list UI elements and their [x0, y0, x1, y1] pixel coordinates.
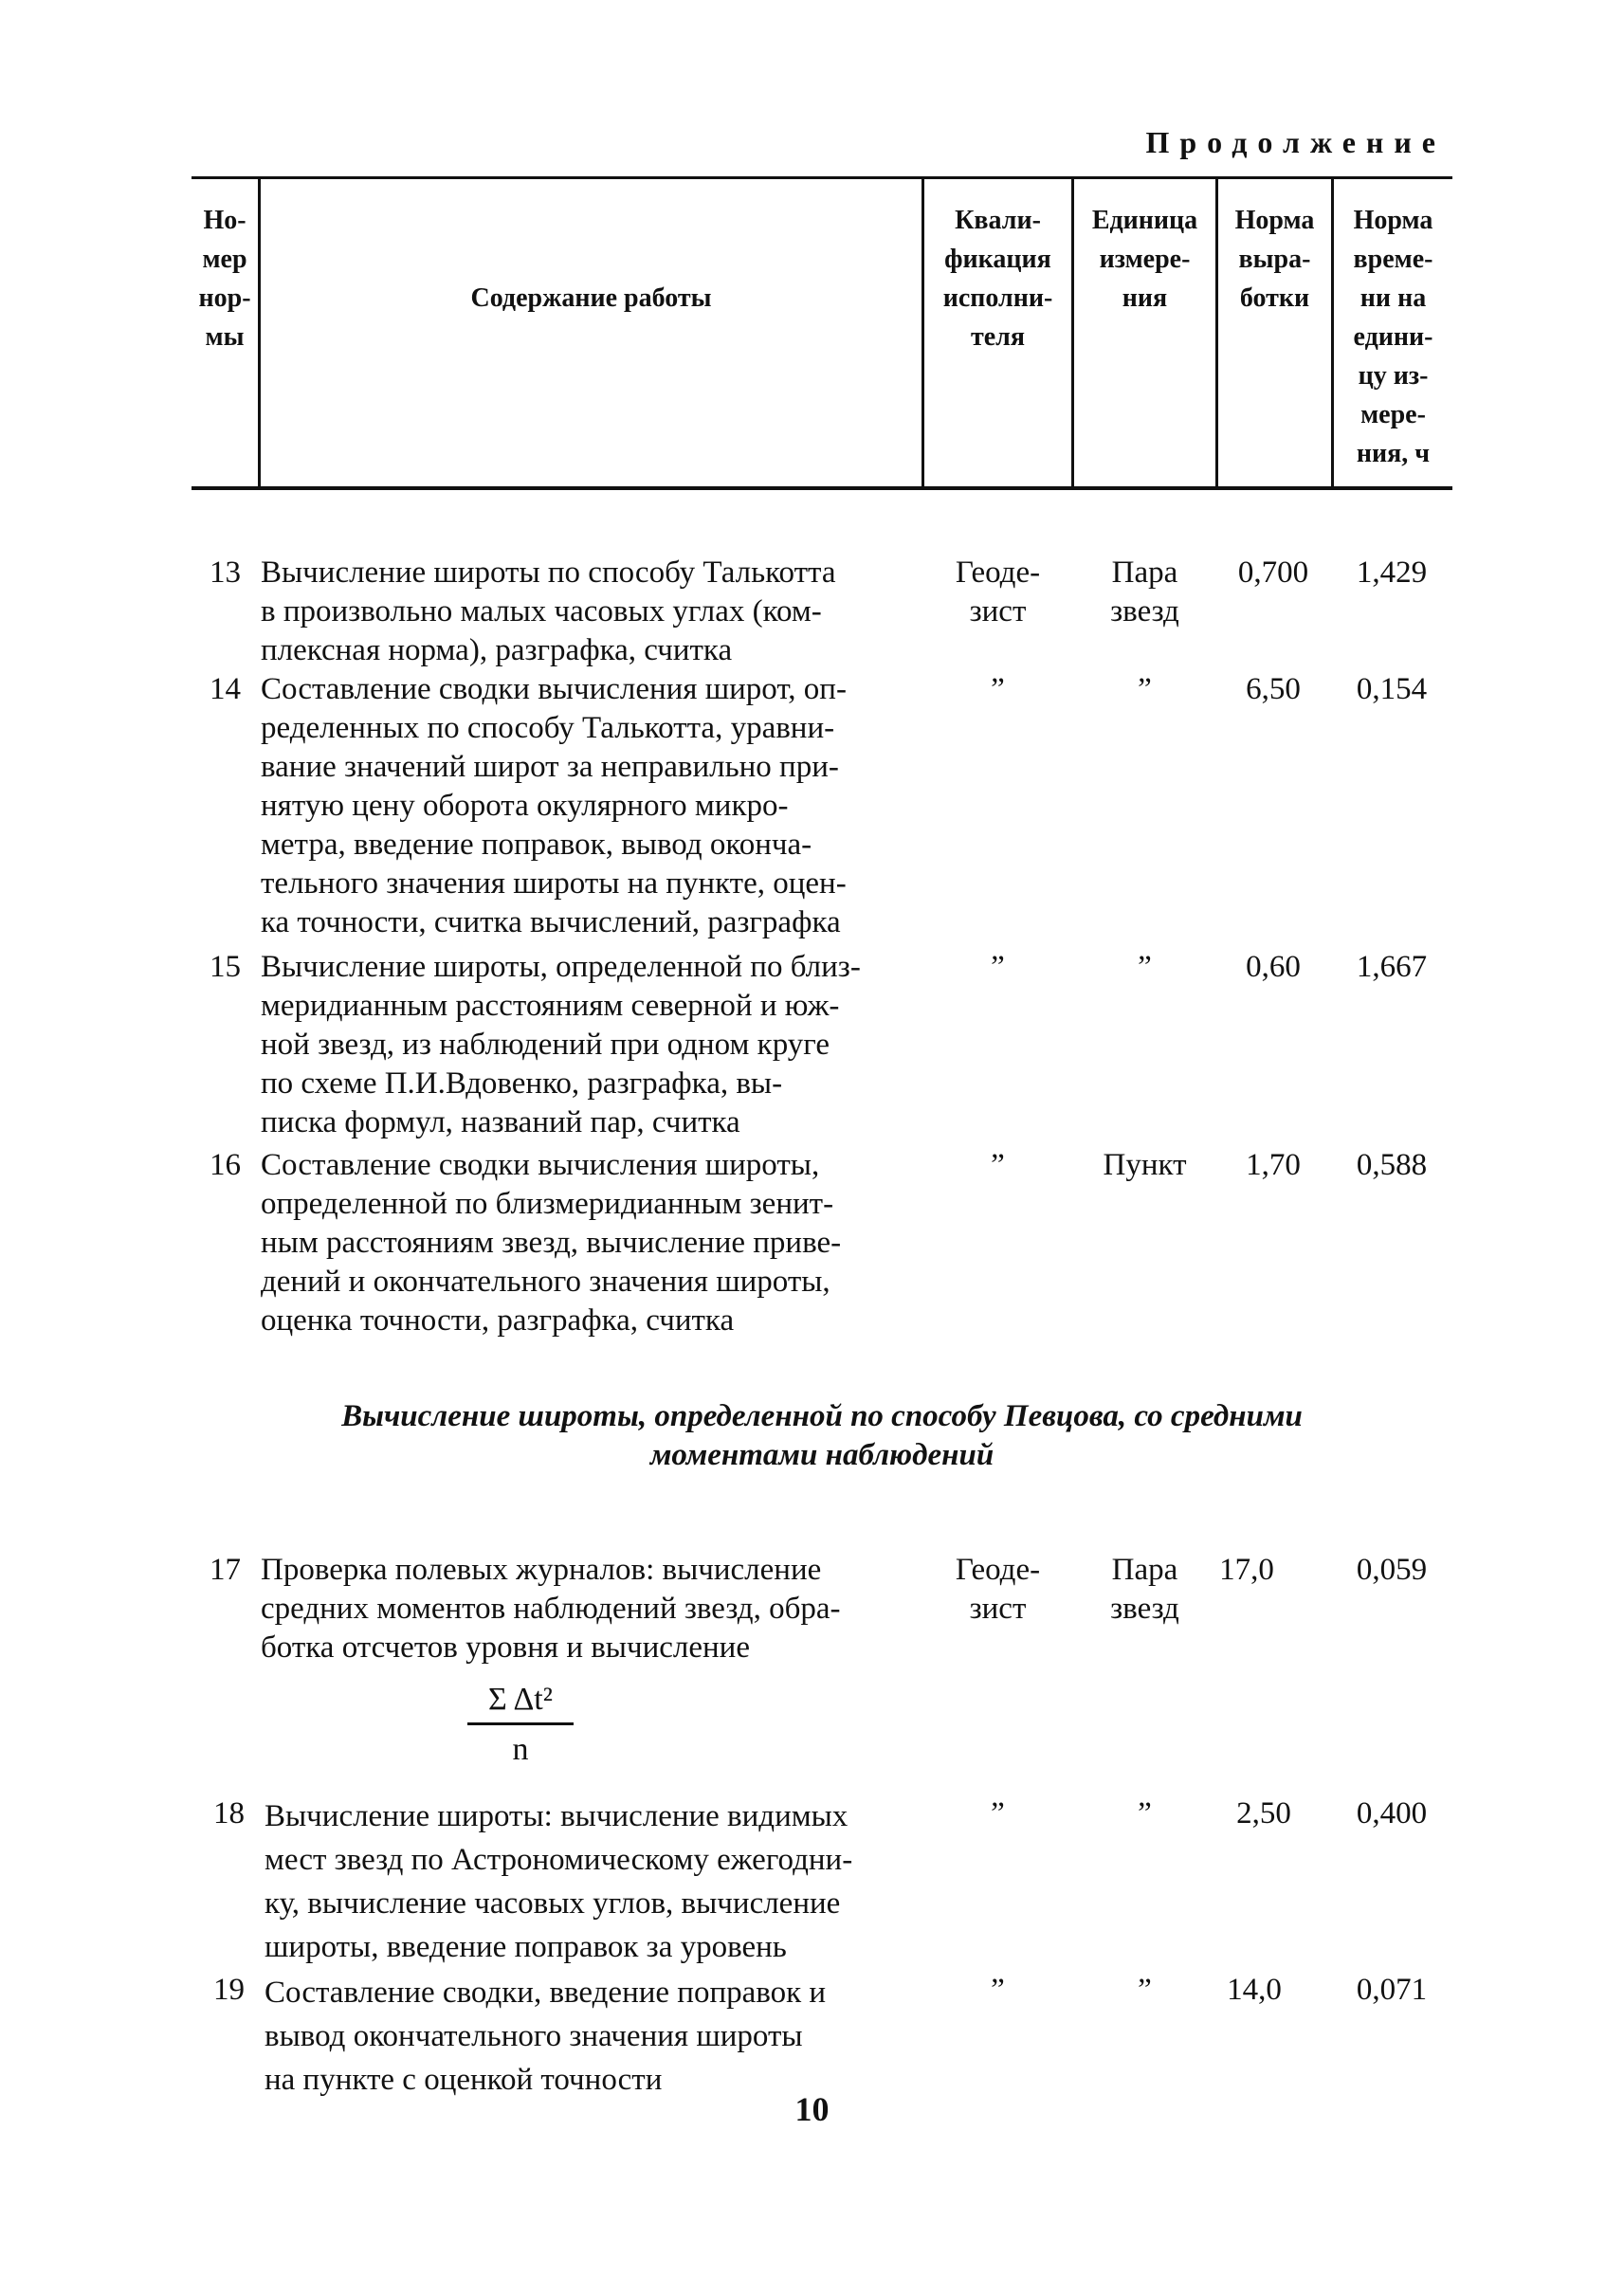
qualification-cell: [924, 1146, 1071, 1185]
header-number: [192, 201, 258, 356]
continuation-label: Продолжение: [1145, 125, 1446, 159]
work-description: [261, 1551, 841, 1667]
header-output-line: ботки: [1239, 283, 1310, 313]
qualification-cell: [924, 670, 1071, 709]
description-line: ку, вычисление часовых углов, вычисление: [265, 1886, 841, 1921]
description-line: определенной по близмеридианным зенит-: [261, 1187, 834, 1221]
output-norm-cell: 0,60: [1246, 950, 1301, 984]
qualification-line: Геоде-: [955, 556, 1041, 590]
time-norm-cell: 1,429: [1356, 556, 1428, 590]
qualification-line: Геоде-: [955, 1553, 1041, 1587]
work-description: [261, 1146, 841, 1340]
header-unit: [1074, 201, 1215, 318]
description-line: средних моментов наблюдений звезд, обра-: [261, 1592, 841, 1626]
unit-cell: [1074, 948, 1215, 987]
description-line: ботка отсчетов уровня и вычисление: [261, 1630, 750, 1665]
header-time-line: време-: [1353, 245, 1433, 274]
ditto-mark: ”: [991, 1148, 1005, 1182]
ditto-mark: ”: [1138, 950, 1152, 984]
norm-number: 17: [210, 1553, 241, 1587]
time-norm-cell: 0,154: [1356, 672, 1428, 706]
description-line: ка точности, считка вычислений, разграфка: [261, 905, 841, 939]
norm-number: 18: [213, 1796, 245, 1831]
unit-cell: [1074, 1794, 1215, 1833]
description-line: писка формул, названий пар, считка: [261, 1105, 740, 1139]
header-time-line: ния, ч: [1356, 439, 1431, 468]
header-time-norm: [1334, 201, 1452, 473]
norm-number: 14: [210, 672, 241, 706]
description-line: широты, введение поправок за уровень: [265, 1930, 787, 1964]
section-heading-line: Вычисление широты, определенной по способу Певцова, со средними: [341, 1399, 1303, 1433]
ditto-mark: ”: [991, 1973, 1005, 2007]
ditto-mark: ”: [1138, 672, 1152, 706]
output-norm-cell: 0,700: [1237, 556, 1309, 590]
description-line: вание значений широт за неправильно при-: [261, 750, 839, 784]
page-number: 10: [794, 2090, 830, 2128]
header-time-line: едини-: [1353, 322, 1433, 352]
norm-number: 15: [210, 950, 241, 984]
header-number-line: мер: [202, 245, 247, 274]
unit-line: Пара: [1111, 556, 1178, 590]
description-line: тельного значения широты на пункте, оцен-: [261, 866, 847, 901]
description-line: Вычисление широты: вычисление видимых: [265, 1799, 848, 1833]
time-norm-cell: 0,400: [1356, 1796, 1428, 1831]
description-line: плексная норма), разграфка, считка: [261, 633, 733, 667]
description-line: Вычисление широты, определенной по близ-: [261, 950, 861, 984]
qualification-line: зист: [969, 594, 1027, 628]
norm-number: 16: [210, 1148, 241, 1182]
ditto-mark: ”: [991, 950, 1005, 984]
header-qual-line: теля: [970, 322, 1026, 352]
time-norm-cell: 0,071: [1356, 1973, 1428, 2007]
column-divider: [258, 176, 261, 490]
unit-cell: [1074, 554, 1215, 631]
work-description: [265, 1971, 826, 2102]
description-line: метра, введение поправок, вывод оконча-: [261, 828, 812, 862]
unit-line: звезд: [1110, 594, 1179, 628]
header-time-line: ни на: [1359, 283, 1427, 313]
qualification-cell: [924, 1971, 1071, 2010]
time-norm-cell: 0,059: [1356, 1553, 1428, 1587]
header-output-line: Норма: [1234, 206, 1315, 235]
description-line: нятую цену оборота окулярного микро-: [261, 789, 789, 823]
norm-number: 19: [213, 1973, 245, 2007]
description-line: дений и окончательного значения широты,: [261, 1265, 830, 1299]
description-line: оценка точности, разграфка, считка: [261, 1303, 735, 1338]
qualification-cell: [924, 1794, 1071, 1833]
output-norm-cell: 1,70: [1246, 1148, 1301, 1182]
description-line: ным расстояниям звезд, вычисление приве-: [261, 1226, 842, 1260]
header-qual-line: Квали-: [955, 206, 1041, 235]
header-time-line: Норма: [1353, 206, 1433, 235]
header-bottom-rule: [192, 486, 1452, 490]
header-output-norm: [1218, 201, 1331, 318]
header-content-label: Содержание работы: [470, 283, 712, 313]
formula-fraction: [467, 1681, 574, 1769]
header-number-line: Но-: [203, 206, 246, 235]
header-time-line: мере-: [1360, 400, 1426, 429]
header-unit-line: Единица: [1091, 206, 1198, 235]
norm-number: 13: [210, 556, 241, 590]
qualification-cell: [924, 948, 1071, 987]
header-qual-line: исполни-: [942, 283, 1053, 313]
header-time-line: цу из-: [1358, 361, 1429, 391]
description-line: мест звезд по Астрономическому ежегодни-: [265, 1843, 853, 1877]
header-number-line: мы: [205, 322, 245, 352]
output-norm-cell: 2,50: [1236, 1796, 1291, 1831]
fraction-bar: [467, 1722, 574, 1725]
description-line: в произвольно малых часовых углах (ком-: [261, 594, 822, 628]
ditto-mark: ”: [991, 1796, 1005, 1831]
qualification-cell: [924, 1551, 1071, 1629]
output-norm-cell: 14,0: [1227, 1973, 1282, 2007]
formula-denominator: n: [512, 1732, 529, 1767]
description-line: Составление сводки вычисления широт, оп-: [261, 672, 847, 706]
header-output-line: выра-: [1238, 245, 1311, 274]
unit-cell: [1074, 670, 1215, 709]
header-unit-line: ния: [1122, 283, 1168, 313]
description-line: вывод окончательного значения широты: [265, 2019, 803, 2053]
section-heading-line: моментами наблюдений: [649, 1438, 994, 1472]
ditto-mark: ”: [1138, 1796, 1152, 1831]
header-qualification: [924, 201, 1071, 356]
section-heading: [192, 1397, 1452, 1475]
work-description: [261, 554, 835, 670]
formula-numerator: Σ Δt²: [488, 1682, 553, 1717]
ditto-mark: ”: [1138, 1973, 1152, 2007]
qualification-cell: [924, 554, 1071, 631]
description-line: Проверка полевых журналов: вычисление: [261, 1553, 822, 1587]
work-description: [261, 948, 861, 1142]
ditto-mark: ”: [991, 672, 1005, 706]
description-line: ной звезд, из наблюдений при одном круге: [261, 1028, 830, 1062]
unit-line: Пункт: [1103, 1148, 1187, 1182]
description-line: ределенных по способу Талькотта, уравни-: [261, 711, 835, 745]
description-line: Составление сводки, введение поправок и: [265, 1976, 827, 2010]
work-description: [265, 1794, 852, 1969]
time-norm-cell: 1,667: [1356, 950, 1428, 984]
output-norm-cell: 17,0: [1219, 1553, 1274, 1587]
unit-line: звезд: [1110, 1592, 1179, 1626]
header-unit-line: измере-: [1099, 245, 1191, 274]
header-top-rule: [192, 176, 1452, 179]
unit-cell: [1074, 1146, 1215, 1185]
header-qual-line: фикация: [944, 245, 1051, 274]
description-line: Составление сводки вычисления широты,: [261, 1148, 820, 1182]
unit-line: Пара: [1111, 1553, 1178, 1587]
description-line: на пункте с оценкой точности: [265, 2063, 663, 2097]
qualification-line: зист: [969, 1592, 1027, 1626]
header-number-line: нор-: [198, 283, 251, 313]
header-content: [261, 279, 921, 318]
description-line: Вычисление широты по способу Талькотта: [261, 556, 836, 590]
description-line: по схеме П.И.Вдовенко, разграфка, вы-: [261, 1066, 783, 1101]
time-norm-cell: 0,588: [1356, 1148, 1428, 1182]
output-norm-cell: 6,50: [1246, 672, 1301, 706]
description-line: меридианным расстояниям северной и юж-: [261, 989, 840, 1023]
work-description: [261, 670, 847, 942]
